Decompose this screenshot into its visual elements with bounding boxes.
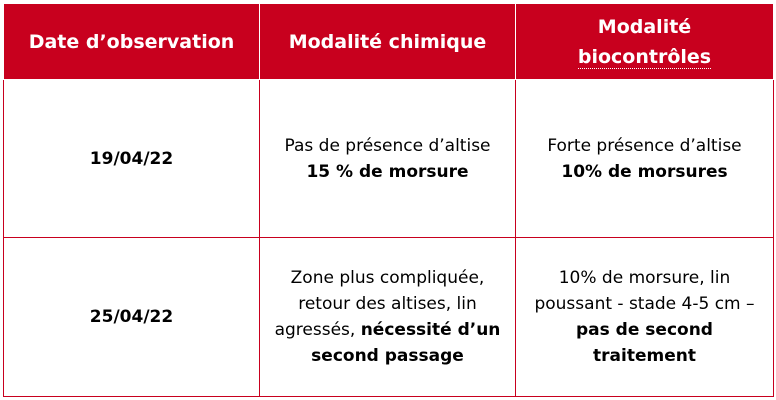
bio-bold: pas de second traitement (576, 320, 713, 366)
table-header-row (4, 4, 774, 80)
chimique-cell (260, 238, 516, 397)
table-row (4, 80, 774, 238)
bio-cell (516, 80, 774, 238)
bio-cell (516, 238, 774, 397)
date-value: 25/04/22 (89, 307, 174, 327)
chimique-bold: 15 % de morsure (306, 161, 469, 182)
chimique-bold: nécessité d’un second passage (311, 320, 501, 366)
header-date-label: Date d’observation (28, 30, 235, 53)
header-bio-line2: biocontrôles (577, 45, 712, 68)
bio-text: Forte présence d’altise (547, 135, 742, 156)
bio-text: 10% de morsure, lin poussant - stade 4-5 cm – (534, 268, 755, 314)
header-chimique (260, 4, 516, 80)
date-cell (4, 238, 260, 397)
chimique-cell (260, 80, 516, 238)
header-date (4, 4, 260, 80)
date-cell (4, 80, 260, 238)
header-biocontroles (516, 4, 774, 80)
observation-table (3, 3, 774, 397)
header-chimique-label: Modalité chimique (288, 30, 487, 53)
header-bio-line1: Modalité (597, 15, 692, 38)
chimique-text: Zone plus compliquée, retour des altises, lin agressés, (274, 268, 485, 340)
date-value: 19/04/22 (89, 148, 174, 169)
chimique-text: Pas de présence d’altise (284, 135, 491, 156)
bio-bold: 10% de morsures (561, 161, 728, 182)
table-row (4, 238, 774, 397)
